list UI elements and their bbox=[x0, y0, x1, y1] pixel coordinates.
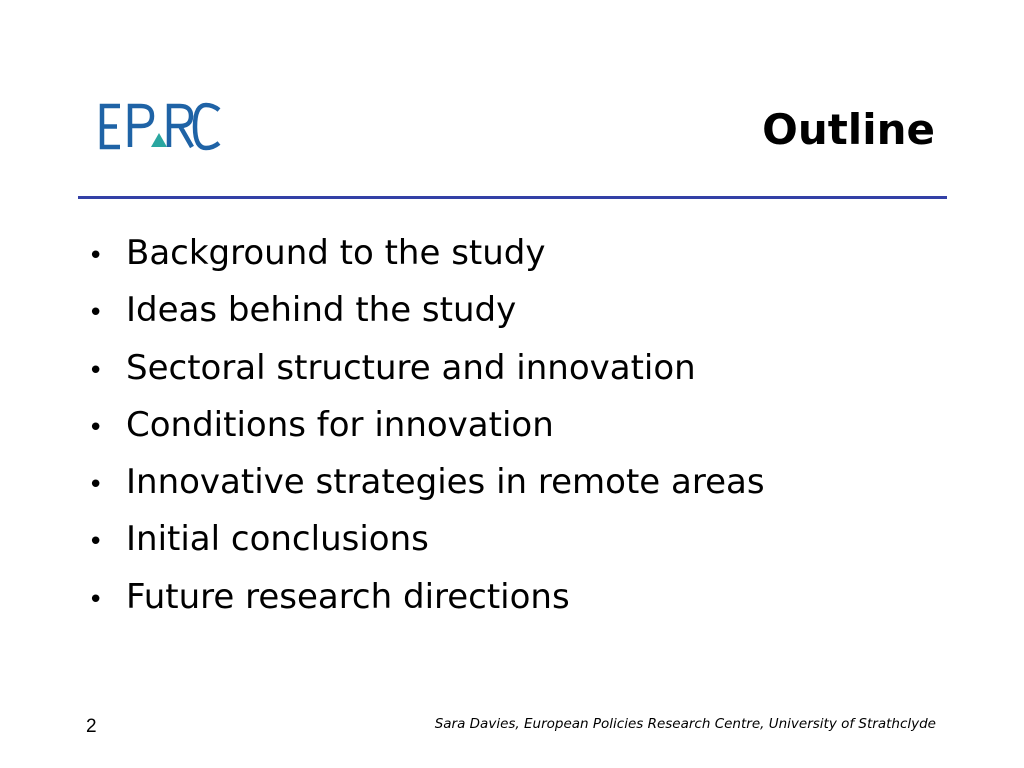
bullet-item bbox=[88, 397, 765, 454]
bullet-icon: • bbox=[88, 527, 104, 558]
title-divider bbox=[78, 196, 947, 199]
page-number: 2 bbox=[86, 716, 97, 737]
bullet-item bbox=[88, 340, 765, 397]
bullet-text: Conditions for innovation bbox=[126, 404, 554, 445]
eprc-logo bbox=[98, 100, 222, 154]
slide-title: Outline bbox=[762, 105, 935, 154]
bullet-item bbox=[88, 569, 765, 626]
footer-credit: Sara Davies, European Policies Research Centre, University of Strathclyde bbox=[434, 716, 936, 732]
bullet-icon: • bbox=[88, 355, 104, 386]
bullet-icon: • bbox=[88, 412, 104, 443]
bullet-text: Ideas behind the study bbox=[126, 290, 517, 331]
bullet-icon: • bbox=[88, 298, 104, 329]
bullet-list bbox=[88, 225, 765, 626]
bullet-item bbox=[88, 454, 765, 511]
eprc-logo-graphic bbox=[98, 100, 222, 154]
bullet-text: Innovative strategies in remote areas bbox=[126, 462, 765, 503]
bullet-text: Background to the study bbox=[126, 233, 546, 273]
bullet-text: Future research directions bbox=[126, 576, 570, 617]
bullet-icon: • bbox=[88, 584, 104, 615]
bullet-icon: • bbox=[88, 241, 104, 271]
bullet-text: Sectoral structure and innovation bbox=[126, 347, 696, 388]
bullet-text: Initial conclusions bbox=[126, 519, 429, 560]
bullet-item bbox=[88, 282, 765, 339]
bullet-item bbox=[88, 511, 765, 568]
bullet-item bbox=[88, 225, 765, 282]
bullet-icon: • bbox=[88, 470, 104, 501]
